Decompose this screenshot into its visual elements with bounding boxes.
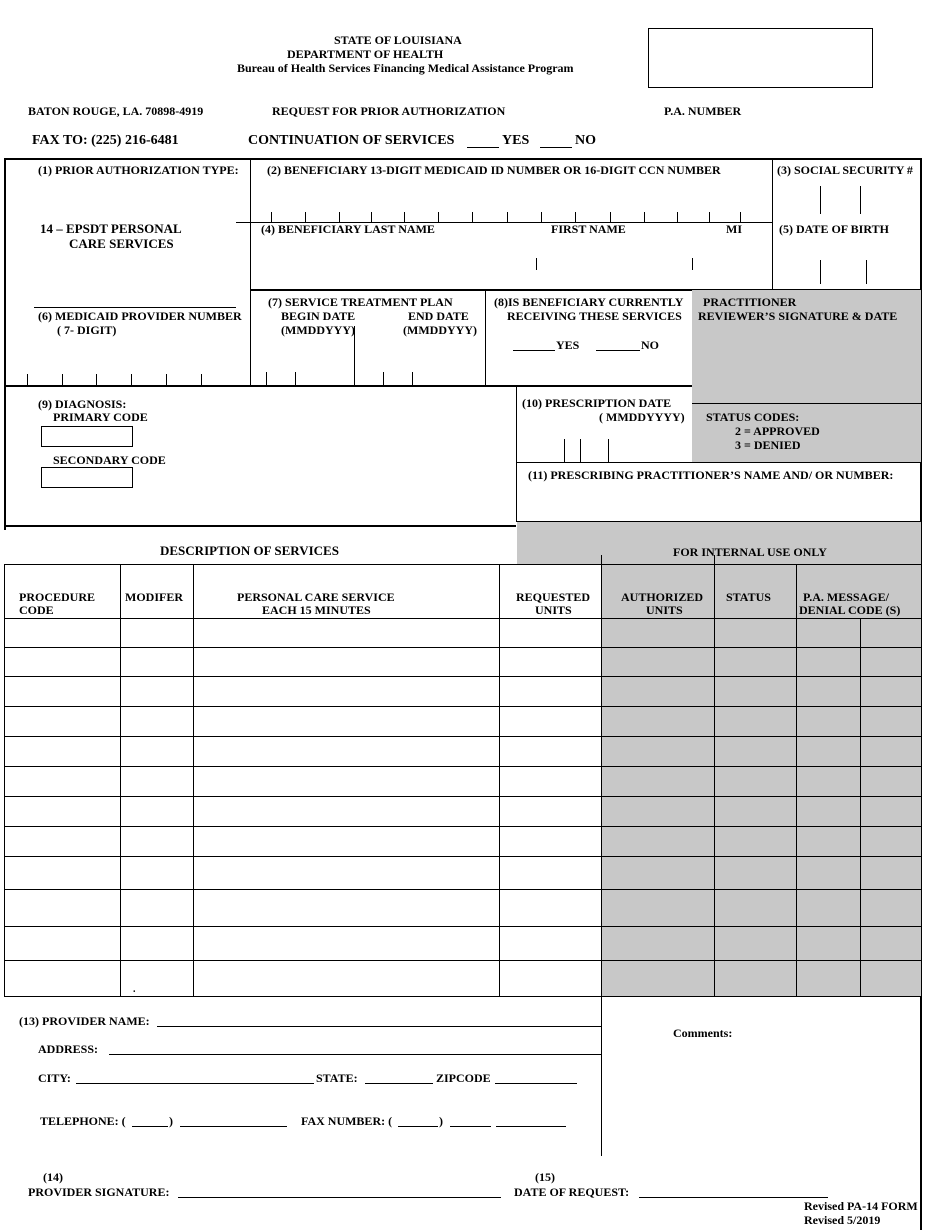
rx-date-tick	[608, 439, 609, 462]
row-line	[4, 960, 921, 961]
col-line	[796, 564, 797, 996]
ssn-tick-2	[860, 186, 861, 214]
status-code-approved: 2 = APPROVED	[735, 424, 820, 438]
row-line	[4, 736, 921, 737]
row-line	[4, 826, 921, 827]
id-tick	[339, 212, 340, 222]
city-line[interactable]	[76, 1083, 314, 1084]
internal-columns-shade	[602, 565, 921, 996]
prov-tick	[201, 374, 202, 385]
continuation-no-line[interactable]	[540, 147, 572, 148]
id-tick	[404, 212, 405, 222]
revised-date: Revised 5/2019	[804, 1213, 881, 1227]
id-tick	[709, 212, 710, 222]
id-tick	[305, 212, 306, 222]
telephone-number-line[interactable]	[180, 1126, 287, 1127]
fax-area-line[interactable]	[398, 1126, 438, 1127]
id-tick	[438, 212, 439, 222]
ssn-tick-1	[820, 186, 821, 214]
col-pa-message-header-2: DENIAL CODE (S)	[799, 603, 901, 617]
field-8-sub: RECEIVING THESE SERVICES	[507, 309, 682, 323]
col-requested-header-2: UNITS	[535, 603, 572, 617]
col-line	[860, 618, 861, 996]
date-tick	[412, 372, 413, 385]
provider-name-line[interactable]	[157, 1026, 602, 1027]
status-codes-divider	[692, 403, 921, 404]
fax-prefix-line[interactable]	[450, 1126, 491, 1127]
prov-tick	[62, 374, 63, 385]
table-bottom-line	[4, 996, 921, 997]
name-tick-1	[536, 258, 537, 270]
id-tick	[644, 212, 645, 222]
id-tick	[271, 212, 272, 222]
begin-date-format: (MMDDYYY)	[281, 323, 355, 337]
field-4-label: (4) BENEFICIARY LAST NAME	[261, 222, 435, 236]
field-8-no: NO	[641, 338, 659, 352]
description-of-services: DESCRIPTION OF SERVICES	[160, 543, 339, 558]
secondary-code-input[interactable]	[41, 467, 133, 488]
rx-date-tick	[564, 439, 565, 462]
frame-top	[4, 158, 922, 160]
status-code-denied: 3 = DENIED	[735, 438, 801, 452]
stray-dot: .	[133, 984, 136, 995]
provider-name-label: (13) PROVIDER NAME:	[19, 1014, 150, 1028]
mi-label: MI	[726, 222, 742, 236]
header-state: STATE OF LOUISIANA	[334, 33, 462, 47]
col-line	[499, 564, 500, 996]
field-6-label: (6) MEDICAID PROVIDER NUMBER	[38, 309, 242, 323]
col-procedure-header-2: CODE	[19, 603, 54, 617]
fax-number-line[interactable]	[496, 1126, 566, 1127]
row2-bottom-line	[4, 385, 692, 387]
status-codes-label: STATUS CODES:	[706, 410, 800, 424]
field-9-label: (9) DIAGNOSIS:	[38, 397, 127, 411]
telephone-label: TELEPHONE: (	[40, 1114, 126, 1128]
field-11-label: (11) PRESCRIBING PRACTITIONER’S NAME AND/ OR NUMBER:	[528, 468, 894, 482]
city-label: CITY:	[38, 1071, 71, 1085]
id-tick	[677, 212, 678, 222]
id-tick	[371, 212, 372, 222]
comments-label: Comments:	[673, 1026, 733, 1040]
prov-tick	[27, 374, 28, 385]
zipcode-label: ZIPCODE	[436, 1071, 491, 1085]
prov-tick	[96, 374, 97, 385]
divider-1-2	[250, 160, 251, 385]
field-8-yes: YES	[556, 338, 580, 352]
row3-bottom-line	[4, 525, 516, 527]
begin-date-label: BEGIN DATE	[281, 309, 356, 323]
prov-tick	[131, 374, 132, 385]
primary-code-input[interactable]	[41, 426, 133, 447]
field-8-yes-line[interactable]	[513, 350, 555, 351]
address-line[interactable]	[109, 1054, 602, 1055]
continuation-no: NO	[575, 133, 596, 148]
col-procedure-header: PROCEDURE	[19, 590, 96, 604]
frame-left	[4, 158, 6, 530]
rx-date-tick	[580, 439, 581, 462]
telephone-close: )	[169, 1114, 173, 1128]
date-tick	[295, 372, 296, 385]
col-line	[601, 564, 602, 996]
field-7-label: (7) SERVICE TREATMENT PLAN	[268, 295, 453, 309]
field-6-sub: ( 7- DIGIT)	[57, 323, 117, 337]
date-tick	[266, 372, 267, 385]
practitioner-label: PRACTITIONER	[703, 295, 797, 309]
col-requested-header: REQUESTED	[516, 590, 591, 604]
col-status-header: STATUS	[726, 590, 771, 604]
prov-tick	[166, 374, 167, 385]
internal-use-label: FOR INTERNAL USE ONLY	[673, 545, 827, 559]
date-of-request-line[interactable]	[639, 1197, 828, 1198]
header-department: DEPARTMENT OF HEALTH	[287, 47, 444, 61]
telephone-area-line[interactable]	[132, 1126, 168, 1127]
continuation-yes: YES	[502, 133, 530, 148]
divider-2-3	[772, 160, 773, 290]
row-line	[4, 647, 921, 648]
dob-tick-1	[820, 260, 821, 284]
field-8-label: (8)IS BENEFICIARY CURRENTLY	[494, 295, 684, 309]
field-15-label: (15)	[535, 1170, 555, 1184]
header-bureau: Bureau of Health Services Financing Medical Assistance Program	[237, 61, 574, 75]
provider-signature-line[interactable]	[178, 1197, 501, 1198]
id-tick	[740, 212, 741, 222]
continuation-yes-line[interactable]	[467, 147, 499, 148]
field-10-label: (10) PRESCRIPTION DATE	[522, 396, 672, 410]
zipcode-line[interactable]	[495, 1083, 577, 1084]
field-11-top-line	[516, 462, 921, 463]
field-14-label: (14)	[43, 1170, 63, 1184]
continuation-label: CONTINUATION OF SERVICES	[248, 133, 455, 148]
date-of-request-label: DATE OF REQUEST:	[514, 1185, 630, 1199]
row-line	[4, 706, 921, 707]
date-tick	[383, 372, 384, 385]
header-address: BATON ROUGE, LA. 70898-4919	[28, 104, 204, 118]
pa-number-box[interactable]	[648, 28, 873, 88]
comments-divider	[601, 996, 602, 1156]
col-service-header-2: EACH 15 MINUTES	[262, 603, 371, 617]
id-tick	[541, 212, 542, 222]
row-line	[4, 926, 921, 927]
fax-to: FAX TO: (225) 216-6481	[32, 133, 179, 148]
col-modifier-header: MODIFER	[125, 590, 183, 604]
row-line	[4, 889, 921, 890]
state-line[interactable]	[365, 1083, 433, 1084]
date-divider	[354, 326, 355, 385]
table-left-line	[4, 564, 5, 996]
col-line	[193, 564, 194, 996]
field-8-no-line[interactable]	[596, 350, 640, 351]
pa-type-value-line1: 14 – EPSDT PERSONAL	[40, 221, 182, 236]
fax-number-label: FAX NUMBER: (	[301, 1114, 393, 1128]
address-label: ADDRESS:	[38, 1042, 99, 1056]
revised-form: Revised PA-14 FORM	[804, 1199, 918, 1213]
id-tick	[472, 212, 473, 222]
secondary-code-label: SECONDARY CODE	[53, 453, 166, 467]
end-date-format: (MMDDYYY)	[403, 323, 477, 337]
divider-9-10	[516, 385, 517, 522]
end-date-label: END DATE	[408, 309, 469, 323]
divider-7-8	[485, 290, 486, 385]
col-line	[714, 564, 715, 996]
col-authorized-header-2: UNITS	[646, 603, 683, 617]
field-3-label: (3) SOCIAL SECURITY #	[777, 163, 913, 177]
id-tick	[610, 212, 611, 222]
pa-number-label: P.A. NUMBER	[664, 104, 742, 118]
name-tick-2	[692, 258, 693, 270]
col-service-header: PERSONAL CARE SERVICE	[237, 590, 395, 604]
field-1-label: (1) PRIOR AUTHORIZATION TYPE:	[38, 163, 239, 177]
row-line	[4, 766, 921, 767]
col-authorized-header: AUTHORIZED	[621, 590, 704, 604]
provider-signature-label: PROVIDER SIGNATURE:	[28, 1185, 170, 1199]
field-5-label: (5) DATE OF BIRTH	[779, 222, 889, 236]
row-line	[4, 856, 921, 857]
request-title: REQUEST FOR PRIOR AUTHORIZATION	[272, 104, 506, 118]
col-line	[120, 564, 121, 996]
pa-type-value-line2: CARE SERVICES	[69, 236, 174, 251]
field-10-format: ( MMDDYYYY)	[599, 410, 685, 424]
id-tick	[575, 212, 576, 222]
state-label: STATE:	[316, 1071, 358, 1085]
field-6-top-line	[34, 307, 236, 308]
primary-code-label: PRIMARY CODE	[53, 410, 148, 424]
row-line	[4, 618, 921, 619]
id-tick	[507, 212, 508, 222]
row-line	[4, 676, 921, 677]
dob-tick-2	[866, 260, 867, 284]
first-name-label: FIRST NAME	[551, 222, 626, 236]
col-pa-message-header: P.A. MESSAGE/	[803, 590, 889, 604]
reviewer-label: REVIEWER’S SIGNATURE & DATE	[698, 309, 898, 323]
field-2-label: (2) BENEFICIARY 13-DIGIT MEDICAID ID NUMBER OR 16-DIGIT CCN NUMBER	[267, 163, 721, 177]
row-line	[4, 796, 921, 797]
fax-close: )	[439, 1114, 443, 1128]
